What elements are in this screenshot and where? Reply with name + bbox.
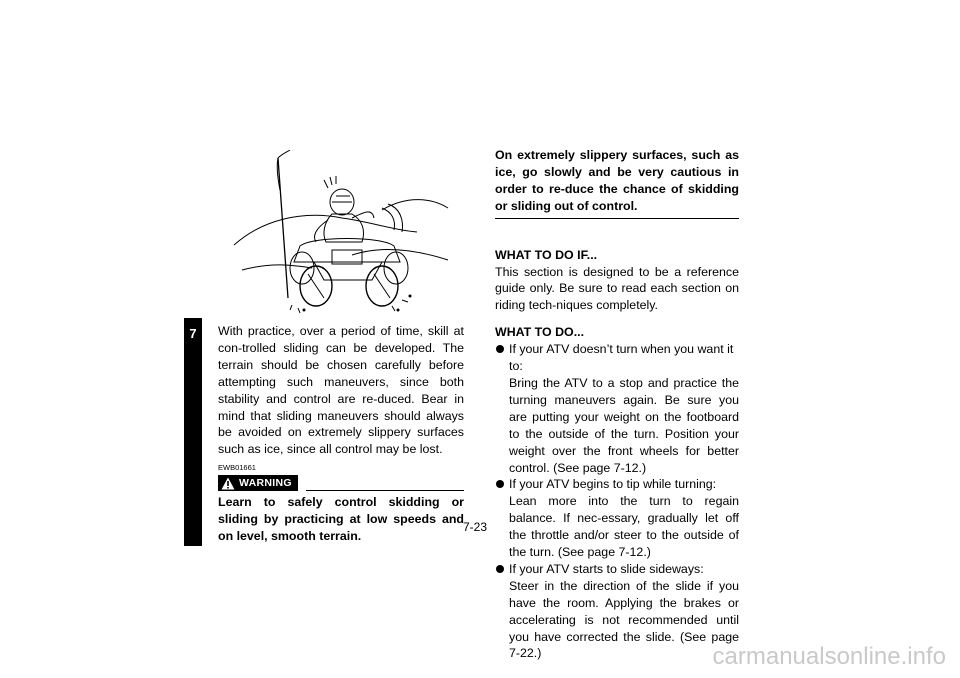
list-item-title: If your ATV starts to slide sideways: — [509, 561, 704, 576]
subheading: WHAT TO DO... — [495, 325, 585, 340]
list-item — [495, 341, 739, 476]
section-intro: This section is designed to be a reference guide only. Be sure to read each section on riding tech-niques completely. — [495, 264, 739, 313]
list-item-body: Lean more into the turn to regain balance. If nec-essary, gradually let off the throttle and/or steer to the outside of the turn. (See page 7-12.) — [509, 494, 739, 560]
warning-label: WARNING — [239, 476, 292, 489]
page-number: 7-23 — [463, 520, 488, 534]
bullet-icon — [496, 480, 504, 488]
left-column — [218, 323, 464, 545]
chapter-tab: 7 — [184, 318, 202, 546]
warning-badge — [218, 475, 298, 491]
list-item-title: If your ATV doesn’t turn when you want it to: — [509, 342, 734, 374]
list-item-body: Bring the ATV to a stop and practice the turning maneuvers again. Be sure you are putting your weight on the footboard to the outside of the turn. Position your weight over the front wheels for better control. (See page 7-12.) — [509, 375, 739, 475]
warning-triangle-icon — [221, 477, 235, 490]
list-item-title: If your ATV begins to tip while turning: — [509, 477, 717, 492]
section-heading: WHAT TO DO IF... — [495, 247, 598, 262]
sliding-paragraph: With practice, over a period of time, skill at con-trolled sliding can be developed. The terrain should be chosen carefully before attempting such maneuvers, since both stability and control are re-duced. Bear in mind that sliding maneuvers should always be avoided on extremely slippery surfaces such as ice, since all control may be lost. — [218, 324, 464, 457]
list-item — [495, 561, 739, 662]
bullet-icon — [496, 345, 504, 353]
warning-text-right: On extremely slippery surfaces, such as ice, go slowly and be very cautious in order to re-duce the chance of skidding or sliding out of control. — [495, 147, 739, 219]
warning-divider — [306, 490, 464, 491]
watermark: carmanualsonline.info — [712, 643, 946, 670]
list-item — [495, 476, 739, 561]
bullet-icon — [496, 565, 504, 573]
right-column — [495, 147, 739, 662]
atv-rider-illustration — [232, 150, 450, 315]
list-item-body: Steer in the direction of the slide if you have the room. Applying the brakes or accelerating is not recommended until you have corrected the slide. (See page 7-22.) — [509, 578, 739, 661]
warning-header — [218, 475, 464, 491]
warning-text-left: Learn to safely control skidding or sliding by practicing at low speeds and on level, smooth terrain. — [218, 495, 464, 544]
warning-code: EWB01661 — [218, 463, 256, 473]
